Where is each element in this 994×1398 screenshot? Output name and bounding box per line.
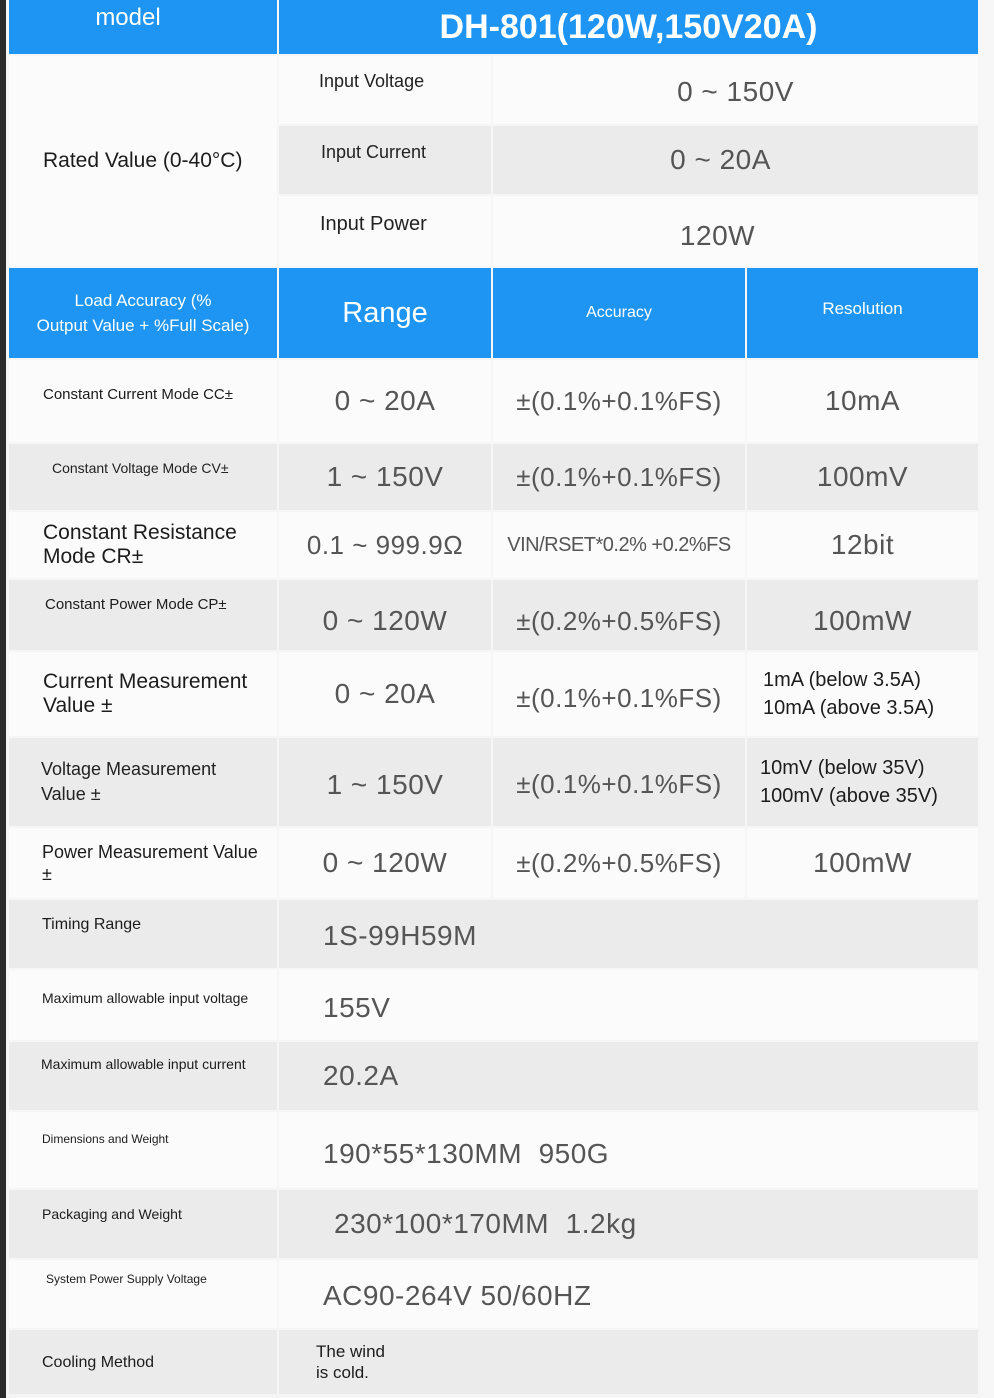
- mode-resolution: 100mV: [816, 461, 909, 492]
- spec-value: 190*55*130MM 950G: [323, 1138, 610, 1169]
- mode-range: 0 ~ 120W: [322, 605, 448, 636]
- mode-accuracy: ±(0.1%+0.1%FS): [516, 768, 722, 799]
- mode-label: Constant Power Mode CP±: [45, 596, 227, 613]
- mode-row-power-meas-label: [9, 828, 277, 898]
- mode-range: 0 ~ 20A: [334, 678, 436, 709]
- mode-range: 0 ~ 120W: [322, 847, 448, 878]
- rated-label-cell: [9, 56, 277, 266]
- spec-row-max-current-value: [279, 1042, 978, 1110]
- mode-resolution: 1mA (below 3.5A) 10mA (above 3.5A): [763, 669, 935, 719]
- mode-accuracy: ±(0.1%+0.1%FS): [516, 461, 722, 492]
- mode-row-cc-label: [9, 360, 277, 442]
- range-label: Range: [342, 296, 428, 329]
- input-current-label: Input Current: [321, 142, 427, 162]
- spec-label: Dimensions and Weight: [42, 1132, 169, 1146]
- spec-row-timing-value: [279, 900, 978, 968]
- mode-accuracy: VIN/RSET*0.2% +0.2%FS: [507, 533, 731, 556]
- right-edge-strip: [980, 0, 994, 1398]
- spec-row-dimensions-label: [9, 1112, 277, 1188]
- mode-row-voltage-meas-accuracy: [493, 738, 745, 826]
- spec-row-cooling-label: [9, 1330, 277, 1394]
- spec-value: AC90-264V 50/60HZ: [323, 1280, 592, 1311]
- mode-row-power-meas-accuracy: [493, 828, 745, 898]
- mode-row-power-meas-range: [279, 828, 491, 898]
- spec-label: Timing Range: [42, 916, 142, 933]
- mode-accuracy: ±(0.2%+0.5%FS): [516, 605, 722, 636]
- mode-label: Voltage Measurement Value ±: [41, 759, 217, 804]
- spec-value: 1S-99H59M: [323, 920, 477, 951]
- mode-label: Constant Voltage Mode CV±: [52, 460, 229, 476]
- input-voltage-value: 0 ~ 150V: [677, 76, 794, 107]
- mode-row-cr-range: [279, 512, 491, 578]
- mode-row-current-meas-accuracy: [493, 652, 745, 736]
- mode-row-cv-accuracy: [493, 444, 745, 510]
- mode-label: Current Measurement Value ±: [43, 670, 248, 717]
- input-voltage-label: Input Voltage: [319, 71, 425, 91]
- rated-row-1-name: [279, 56, 491, 124]
- mode-resolution: 100mW: [813, 605, 912, 636]
- spec-value: 20.2A: [323, 1060, 399, 1091]
- rated-row-3-name: [279, 196, 491, 266]
- load-accuracy-header: [9, 268, 277, 358]
- spec-row-power-supply-label: [9, 1260, 277, 1328]
- spec-value: The wind is cold.: [316, 1342, 385, 1382]
- mode-row-voltage-meas-range: [279, 738, 491, 826]
- mode-row-current-meas-label: [9, 652, 277, 736]
- mode-row-cp-accuracy: [493, 580, 745, 650]
- spec-row-packaging-label: [9, 1190, 277, 1258]
- mode-resolution: 10mA: [824, 385, 901, 416]
- spec-row-dimensions-value: [279, 1112, 978, 1188]
- mode-resolution: 10mV (below 35V) 100mV (above 35V): [760, 757, 938, 807]
- mode-row-cc-resolution: [747, 360, 978, 442]
- left-edge-strip: [0, 0, 6, 1398]
- rated-row-2-name: [279, 126, 491, 194]
- mode-range: 0.1 ~ 999.9Ω: [306, 529, 464, 560]
- mode-row-cr-resolution: [747, 512, 978, 578]
- spec-value: 155V: [323, 992, 391, 1023]
- mode-row-cp-range: [279, 580, 491, 650]
- spec-row-max-voltage-value: [279, 970, 978, 1040]
- range-header: [279, 268, 491, 358]
- mode-resolution: 100mW: [813, 847, 912, 878]
- mode-row-cv-range: [279, 444, 491, 510]
- mode-row-cv-label: [9, 444, 277, 510]
- spec-row-packaging-value: [279, 1190, 978, 1258]
- spec-row-max-voltage-label: [9, 970, 277, 1040]
- mode-accuracy: ±(0.2%+0.5%FS): [516, 847, 722, 878]
- model-value: DH-801(120W,150V20A): [439, 7, 818, 46]
- spec-label: Maximum allowable input voltage: [42, 990, 249, 1006]
- spec-row-timing-label: [9, 900, 277, 968]
- mode-row-cr-label: [9, 512, 277, 578]
- mode-label: Constant Current Mode CC±: [43, 386, 233, 403]
- resolution-header: [747, 268, 978, 358]
- accuracy-label: Accuracy: [586, 304, 652, 321]
- mode-row-cr-accuracy: [493, 512, 745, 578]
- rated-label: Rated Value (0-40°C): [43, 149, 243, 172]
- rated-row-1-value: [493, 56, 978, 124]
- input-power-value: 120W: [679, 220, 756, 251]
- mode-label: Power Measurement Value ±: [42, 842, 258, 884]
- mode-row-cp-resolution: [747, 580, 978, 650]
- mode-row-current-meas-resolution: [747, 652, 978, 736]
- mode-range: 1 ~ 150V: [326, 461, 444, 492]
- spec-label: Packaging and Weight: [42, 1206, 182, 1222]
- mode-row-voltage-meas-resolution: [747, 738, 978, 826]
- model-value-cell: [279, 0, 978, 54]
- model-label-cell: [9, 0, 277, 54]
- spec-label: System Power Supply Voltage: [46, 1272, 207, 1286]
- mode-row-current-meas-range: [279, 652, 491, 736]
- resolution-label: Resolution: [822, 299, 903, 318]
- mode-row-voltage-meas-label: [9, 738, 277, 826]
- spec-row-cooling-value: [279, 1330, 978, 1394]
- mode-row-power-meas-resolution: [747, 828, 978, 898]
- input-current-value: 0 ~ 20A: [670, 144, 771, 175]
- spec-label: Maximum allowable input current: [41, 1056, 246, 1072]
- spec-row-power-supply-value: [279, 1260, 978, 1328]
- model-label: model: [95, 4, 161, 31]
- spec-label: Cooling Method: [42, 1354, 155, 1371]
- mode-row-cc-range: [279, 360, 491, 442]
- mode-resolution: 12bit: [830, 529, 895, 560]
- load-accuracy-label: Load Accuracy (% Output Value + %Full Scale): [36, 291, 250, 335]
- spec-row-max-current-label: [9, 1042, 277, 1110]
- spec-value: 230*100*170MM 1.2kg: [334, 1208, 637, 1239]
- mode-accuracy: ±(0.1%+0.1%FS): [516, 385, 722, 416]
- rated-row-2-value: [493, 126, 978, 194]
- mode-row-cv-resolution: [747, 444, 978, 510]
- mode-range: 1 ~ 150V: [326, 769, 444, 800]
- mode-range: 0 ~ 20A: [334, 385, 436, 416]
- rated-row-3-value: [493, 196, 978, 266]
- mode-row-cc-accuracy: [493, 360, 745, 442]
- mode-label: Constant Resistance Mode CR±: [43, 521, 237, 568]
- accuracy-header: [493, 268, 745, 358]
- mode-accuracy: ±(0.1%+0.1%FS): [516, 682, 722, 713]
- input-power-label: Input Power: [320, 213, 427, 235]
- mode-row-cp-label: [9, 580, 277, 650]
